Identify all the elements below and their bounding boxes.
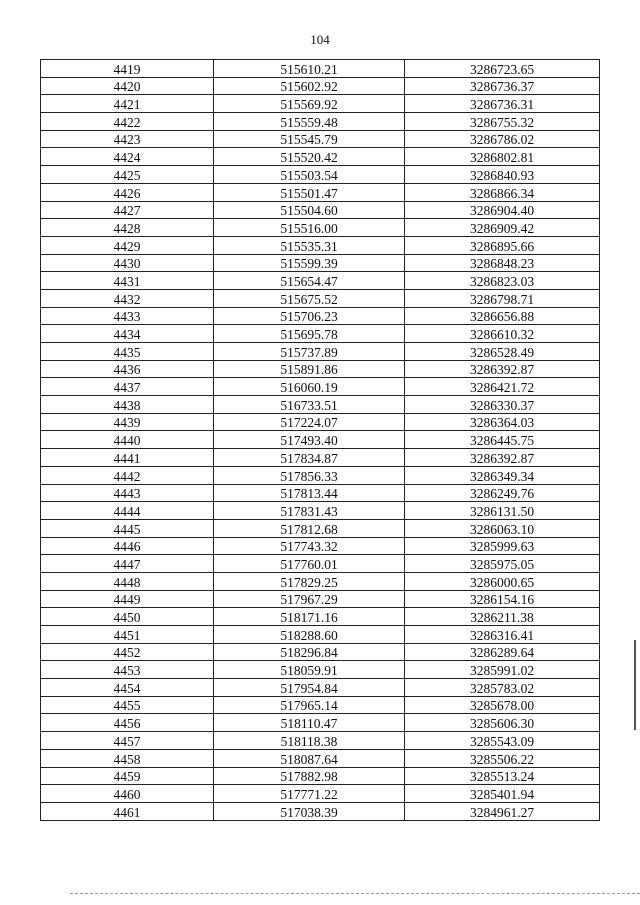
page-number: 104 xyxy=(310,32,330,47)
y-coordinate-cell: 3286656.88 xyxy=(405,307,600,325)
table-row xyxy=(41,466,600,484)
y-coordinate-cell: 3286392.87 xyxy=(405,449,600,467)
x-coordinate-cell: 515706.23 xyxy=(214,307,405,325)
table-row xyxy=(41,360,600,378)
y-coordinate-cell: 3286249.76 xyxy=(405,484,600,502)
x-coordinate-cell: 515501.47 xyxy=(214,183,405,201)
x-coordinate-cell: 517743.32 xyxy=(214,537,405,555)
point-number-cell: 4431 xyxy=(41,272,214,290)
y-coordinate-cell: 3286755.32 xyxy=(405,113,600,131)
table-row xyxy=(41,449,600,467)
y-coordinate-cell: 3286895.66 xyxy=(405,236,600,254)
table-row xyxy=(41,519,600,537)
point-number-cell: 4461 xyxy=(41,802,214,820)
point-number-cell: 4432 xyxy=(41,289,214,307)
x-coordinate-cell: 515559.48 xyxy=(214,113,405,131)
point-number-cell: 4425 xyxy=(41,166,214,184)
point-number-cell: 4444 xyxy=(41,502,214,520)
table-row xyxy=(41,272,600,290)
x-coordinate-cell: 517882.98 xyxy=(214,767,405,785)
table-row xyxy=(41,236,600,254)
table-row xyxy=(41,537,600,555)
y-coordinate-cell: 3286421.72 xyxy=(405,378,600,396)
x-coordinate-cell: 515569.92 xyxy=(214,95,405,113)
x-coordinate-cell: 518059.91 xyxy=(214,661,405,679)
y-coordinate-cell: 3286392.87 xyxy=(405,360,600,378)
table-row xyxy=(41,590,600,608)
table-row xyxy=(41,431,600,449)
point-number-cell: 4454 xyxy=(41,679,214,697)
table-row xyxy=(41,183,600,201)
x-coordinate-cell: 517224.07 xyxy=(214,413,405,431)
table-row xyxy=(41,77,600,95)
y-coordinate-cell: 3286823.03 xyxy=(405,272,600,290)
table-row xyxy=(41,785,600,803)
coordinates-table-body xyxy=(41,60,600,821)
x-coordinate-cell: 518110.47 xyxy=(214,714,405,732)
table-row xyxy=(41,413,600,431)
point-number-cell: 4436 xyxy=(41,360,214,378)
point-number-cell: 4424 xyxy=(41,148,214,166)
point-number-cell: 4451 xyxy=(41,626,214,644)
point-number-cell: 4422 xyxy=(41,113,214,131)
x-coordinate-cell: 517038.39 xyxy=(214,802,405,820)
point-number-cell: 4429 xyxy=(41,236,214,254)
x-coordinate-cell: 515737.89 xyxy=(214,343,405,361)
y-coordinate-cell: 3286786.02 xyxy=(405,130,600,148)
point-number-cell: 4453 xyxy=(41,661,214,679)
y-coordinate-cell: 3285991.02 xyxy=(405,661,600,679)
y-coordinate-cell: 3285975.05 xyxy=(405,555,600,573)
y-coordinate-cell: 3286154.16 xyxy=(405,590,600,608)
point-number-cell: 4426 xyxy=(41,183,214,201)
table-row xyxy=(41,679,600,697)
point-number-cell: 4445 xyxy=(41,519,214,537)
x-coordinate-cell: 515599.39 xyxy=(214,254,405,272)
table-row xyxy=(41,767,600,785)
x-coordinate-cell: 517856.33 xyxy=(214,466,405,484)
y-coordinate-cell: 3286848.23 xyxy=(405,254,600,272)
x-coordinate-cell: 515891.86 xyxy=(214,360,405,378)
x-coordinate-cell: 517834.87 xyxy=(214,449,405,467)
y-coordinate-cell: 3284961.27 xyxy=(405,802,600,820)
x-coordinate-cell: 515545.79 xyxy=(214,130,405,148)
x-coordinate-cell: 516733.51 xyxy=(214,396,405,414)
table-row xyxy=(41,572,600,590)
x-coordinate-cell: 515520.42 xyxy=(214,148,405,166)
x-coordinate-cell: 517771.22 xyxy=(214,785,405,803)
bottom-rule xyxy=(70,893,640,894)
y-coordinate-cell: 3286349.34 xyxy=(405,466,600,484)
x-coordinate-cell: 515610.21 xyxy=(214,60,405,78)
y-coordinate-cell: 3285401.94 xyxy=(405,785,600,803)
point-number-cell: 4433 xyxy=(41,307,214,325)
table-row xyxy=(41,148,600,166)
table-row xyxy=(41,254,600,272)
table-row xyxy=(41,626,600,644)
y-coordinate-cell: 3285513.24 xyxy=(405,767,600,785)
x-coordinate-cell: 517493.40 xyxy=(214,431,405,449)
x-coordinate-cell: 517812.68 xyxy=(214,519,405,537)
x-coordinate-cell: 515675.52 xyxy=(214,289,405,307)
x-coordinate-cell: 515516.00 xyxy=(214,219,405,237)
y-coordinate-cell: 3286131.50 xyxy=(405,502,600,520)
point-number-cell: 4450 xyxy=(41,608,214,626)
y-coordinate-cell: 3285999.63 xyxy=(405,537,600,555)
x-coordinate-cell: 518171.16 xyxy=(214,608,405,626)
table-row xyxy=(41,502,600,520)
point-number-cell: 4460 xyxy=(41,785,214,803)
y-coordinate-cell: 3286289.64 xyxy=(405,643,600,661)
table-row xyxy=(41,307,600,325)
point-number-cell: 4447 xyxy=(41,555,214,573)
y-coordinate-cell: 3286528.49 xyxy=(405,343,600,361)
table-row xyxy=(41,396,600,414)
table-row xyxy=(41,802,600,820)
table-row xyxy=(41,289,600,307)
point-number-cell: 4446 xyxy=(41,537,214,555)
table-row xyxy=(41,95,600,113)
x-coordinate-cell: 517954.84 xyxy=(214,679,405,697)
x-coordinate-cell: 515535.31 xyxy=(214,236,405,254)
point-number-cell: 4419 xyxy=(41,60,214,78)
point-number-cell: 4437 xyxy=(41,378,214,396)
y-coordinate-cell: 3286723.65 xyxy=(405,60,600,78)
scan-edge-mark xyxy=(634,640,636,730)
y-coordinate-cell: 3286445.75 xyxy=(405,431,600,449)
point-number-cell: 4452 xyxy=(41,643,214,661)
y-coordinate-cell: 3286063.10 xyxy=(405,519,600,537)
coordinates-table xyxy=(40,59,600,821)
x-coordinate-cell: 518296.84 xyxy=(214,643,405,661)
table-row xyxy=(41,661,600,679)
point-number-cell: 4435 xyxy=(41,343,214,361)
table-row xyxy=(41,643,600,661)
point-number-cell: 4456 xyxy=(41,714,214,732)
point-number-cell: 4442 xyxy=(41,466,214,484)
x-coordinate-cell: 515654.47 xyxy=(214,272,405,290)
table-row xyxy=(41,130,600,148)
table-row xyxy=(41,484,600,502)
x-coordinate-cell: 518087.64 xyxy=(214,749,405,767)
y-coordinate-cell: 3285783.02 xyxy=(405,679,600,697)
y-coordinate-cell: 3286610.32 xyxy=(405,325,600,343)
point-number-cell: 4420 xyxy=(41,77,214,95)
table-row xyxy=(41,166,600,184)
point-number-cell: 4428 xyxy=(41,219,214,237)
table-row xyxy=(41,696,600,714)
table-row xyxy=(41,608,600,626)
point-number-cell: 4448 xyxy=(41,572,214,590)
y-coordinate-cell: 3285678.00 xyxy=(405,696,600,714)
point-number-cell: 4441 xyxy=(41,449,214,467)
point-number-cell: 4449 xyxy=(41,590,214,608)
table-row xyxy=(41,60,600,78)
x-coordinate-cell: 518118.38 xyxy=(214,732,405,750)
x-coordinate-cell: 515503.54 xyxy=(214,166,405,184)
table-row xyxy=(41,555,600,573)
x-coordinate-cell: 516060.19 xyxy=(214,378,405,396)
table-row xyxy=(41,343,600,361)
y-coordinate-cell: 3286316.41 xyxy=(405,626,600,644)
x-coordinate-cell: 517831.43 xyxy=(214,502,405,520)
point-number-cell: 4430 xyxy=(41,254,214,272)
y-coordinate-cell: 3286000.65 xyxy=(405,572,600,590)
table-row xyxy=(41,714,600,732)
point-number-cell: 4434 xyxy=(41,325,214,343)
y-coordinate-cell: 3286211.38 xyxy=(405,608,600,626)
x-coordinate-cell: 517813.44 xyxy=(214,484,405,502)
point-number-cell: 4457 xyxy=(41,732,214,750)
point-number-cell: 4440 xyxy=(41,431,214,449)
point-number-cell: 4423 xyxy=(41,130,214,148)
table-row xyxy=(41,201,600,219)
table-row xyxy=(41,378,600,396)
point-number-cell: 4458 xyxy=(41,749,214,767)
table-row xyxy=(41,113,600,131)
point-number-cell: 4455 xyxy=(41,696,214,714)
x-coordinate-cell: 517760.01 xyxy=(214,555,405,573)
point-number-cell: 4421 xyxy=(41,95,214,113)
point-number-cell: 4439 xyxy=(41,413,214,431)
x-coordinate-cell: 518288.60 xyxy=(214,626,405,644)
table-row xyxy=(41,219,600,237)
x-coordinate-cell: 517967.29 xyxy=(214,590,405,608)
x-coordinate-cell: 515504.60 xyxy=(214,201,405,219)
point-number-cell: 4459 xyxy=(41,767,214,785)
point-number-cell: 4443 xyxy=(41,484,214,502)
y-coordinate-cell: 3285606.30 xyxy=(405,714,600,732)
y-coordinate-cell: 3286736.31 xyxy=(405,95,600,113)
y-coordinate-cell: 3286866.34 xyxy=(405,183,600,201)
y-coordinate-cell: 3286909.42 xyxy=(405,219,600,237)
x-coordinate-cell: 517965.14 xyxy=(214,696,405,714)
point-number-cell: 4427 xyxy=(41,201,214,219)
y-coordinate-cell: 3285543.09 xyxy=(405,732,600,750)
y-coordinate-cell: 3286840.93 xyxy=(405,166,600,184)
table-row xyxy=(41,732,600,750)
y-coordinate-cell: 3286904.40 xyxy=(405,201,600,219)
table-row xyxy=(41,749,600,767)
y-coordinate-cell: 3286364.03 xyxy=(405,413,600,431)
table-row xyxy=(41,325,600,343)
y-coordinate-cell: 3286736.37 xyxy=(405,77,600,95)
y-coordinate-cell: 3286330.37 xyxy=(405,396,600,414)
y-coordinate-cell: 3285506.22 xyxy=(405,749,600,767)
x-coordinate-cell: 515602.92 xyxy=(214,77,405,95)
y-coordinate-cell: 3286802.81 xyxy=(405,148,600,166)
x-coordinate-cell: 515695.78 xyxy=(214,325,405,343)
x-coordinate-cell: 517829.25 xyxy=(214,572,405,590)
y-coordinate-cell: 3286798.71 xyxy=(405,289,600,307)
point-number-cell: 4438 xyxy=(41,396,214,414)
